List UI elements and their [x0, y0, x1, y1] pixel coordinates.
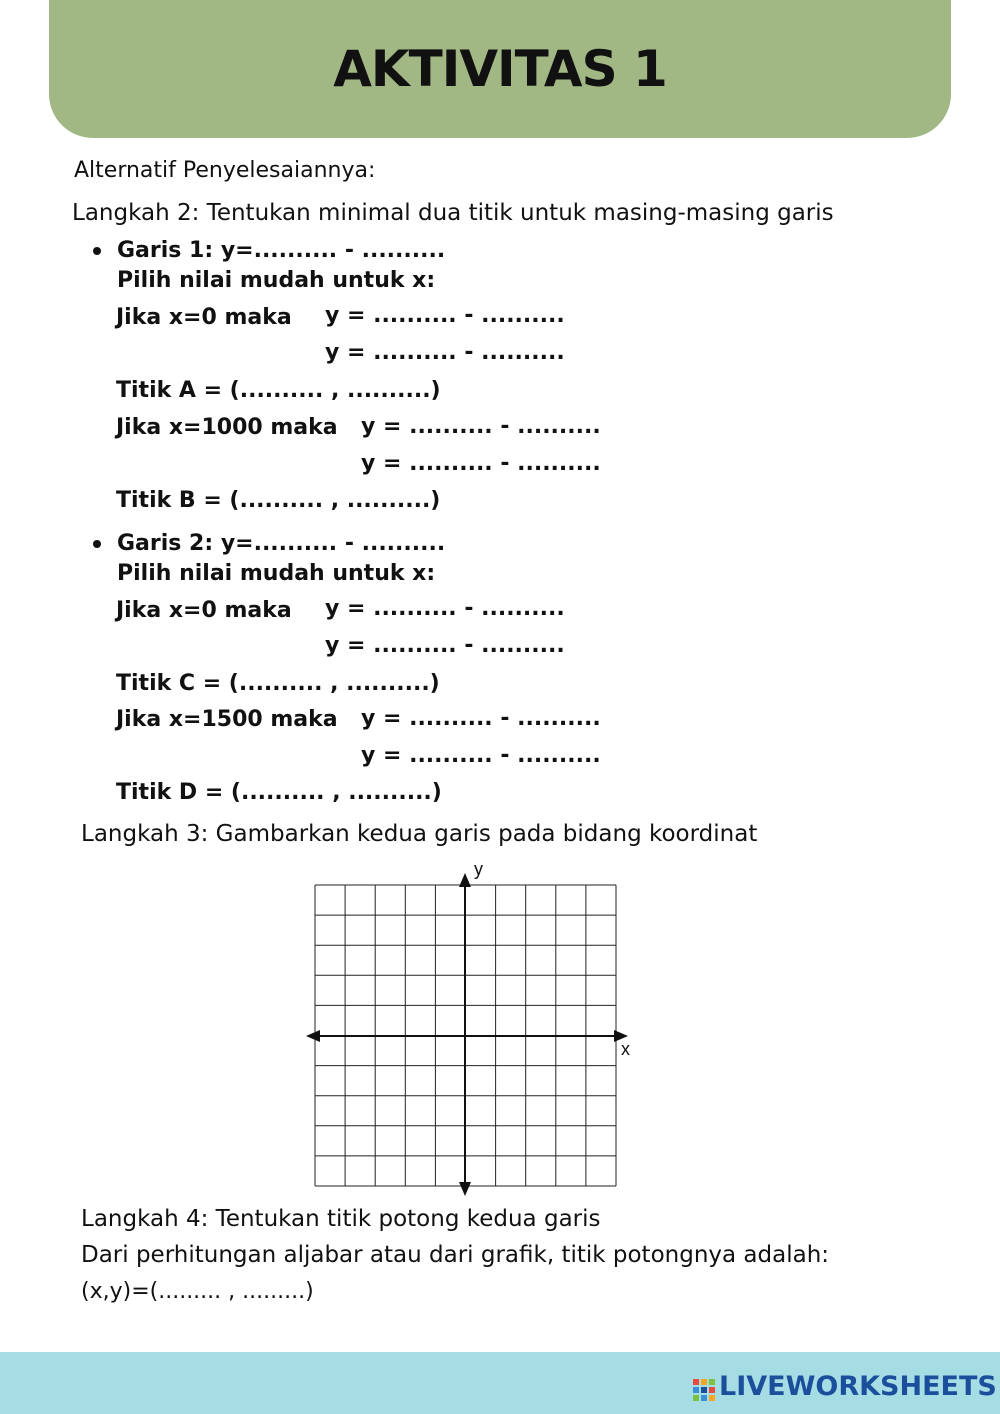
garis-1-case-a-eq1: y = .......... - ..........	[325, 303, 565, 328]
garis-2-case-a-eq1: y = .......... - ..........	[325, 596, 565, 621]
bullet-garis-2	[93, 540, 101, 548]
garis-2-case-a-eq2: y = .......... - ..........	[325, 633, 565, 658]
liveworksheets-brand: LIVEWORKSHEETS	[719, 1371, 997, 1402]
coordinate-plane	[300, 855, 640, 1204]
intersection-answer: (x,y)=(......... , .........)	[81, 1279, 314, 1304]
x-axis-label: x	[621, 1039, 630, 1059]
coordinate-grid	[300, 855, 640, 1200]
garis-2-case-a-condition: Jika x=0 maka	[116, 598, 292, 623]
titik-c: Titik C = (.......... , ..........)	[116, 671, 440, 696]
titik-d: Titik D = (.......... , ..........)	[116, 780, 442, 805]
bullet-garis-1	[93, 247, 101, 255]
garis-2-case-b-eq2: y = .......... - ..........	[361, 743, 601, 768]
garis-1-label: Garis 1: y=.......... - ..........	[117, 238, 446, 263]
garis-2-pilih: Pilih nilai mudah untuk x:	[117, 561, 436, 586]
garis-1-case-a-eq2: y = .......... - ..........	[325, 340, 565, 365]
intro-text: Alternatif Penyelesaiannya:	[74, 158, 376, 183]
garis-1-case-b-condition: Jika x=1000 maka	[116, 415, 338, 440]
title-banner	[49, 0, 951, 138]
x-axis-left-arrow	[306, 1030, 320, 1042]
y-axis-top-arrow	[459, 873, 471, 887]
step4-description: Dari perhitungan aljabar atau dari grafik, titik potongnya adalah:	[81, 1242, 830, 1268]
garis-1-case-a-condition: Jika x=0 maka	[116, 305, 292, 330]
garis-2-case-b-condition: Jika x=1500 maka	[116, 707, 338, 732]
step4-heading: Langkah 4: Tentukan titik potong kedua garis	[81, 1206, 601, 1232]
titik-b: Titik B = (.......... , ..........)	[116, 488, 441, 513]
y-axis-label: y	[474, 859, 483, 879]
garis-2-label: Garis 2: y=.......... - ..........	[117, 531, 446, 556]
step2-heading: Langkah 2: Tentukan minimal dua titik untuk masing-masing garis	[72, 200, 834, 226]
garis-2-case-b-eq1: y = .......... - ..........	[361, 706, 601, 731]
garis-1-case-b-eq2: y = .......... - ..........	[361, 451, 601, 476]
garis-1-case-b-eq1: y = .......... - ..........	[361, 414, 601, 439]
liveworksheets-logo-icon	[693, 1379, 715, 1401]
titik-a: Titik A = (.......... , ..........)	[116, 378, 441, 403]
garis-1-pilih: Pilih nilai mudah untuk x:	[117, 268, 436, 293]
page-title: AKTIVITAS 1	[333, 40, 667, 98]
y-axis-bottom-arrow	[459, 1182, 471, 1196]
step3-heading: Langkah 3: Gambarkan kedua garis pada bidang koordinat	[81, 821, 758, 847]
